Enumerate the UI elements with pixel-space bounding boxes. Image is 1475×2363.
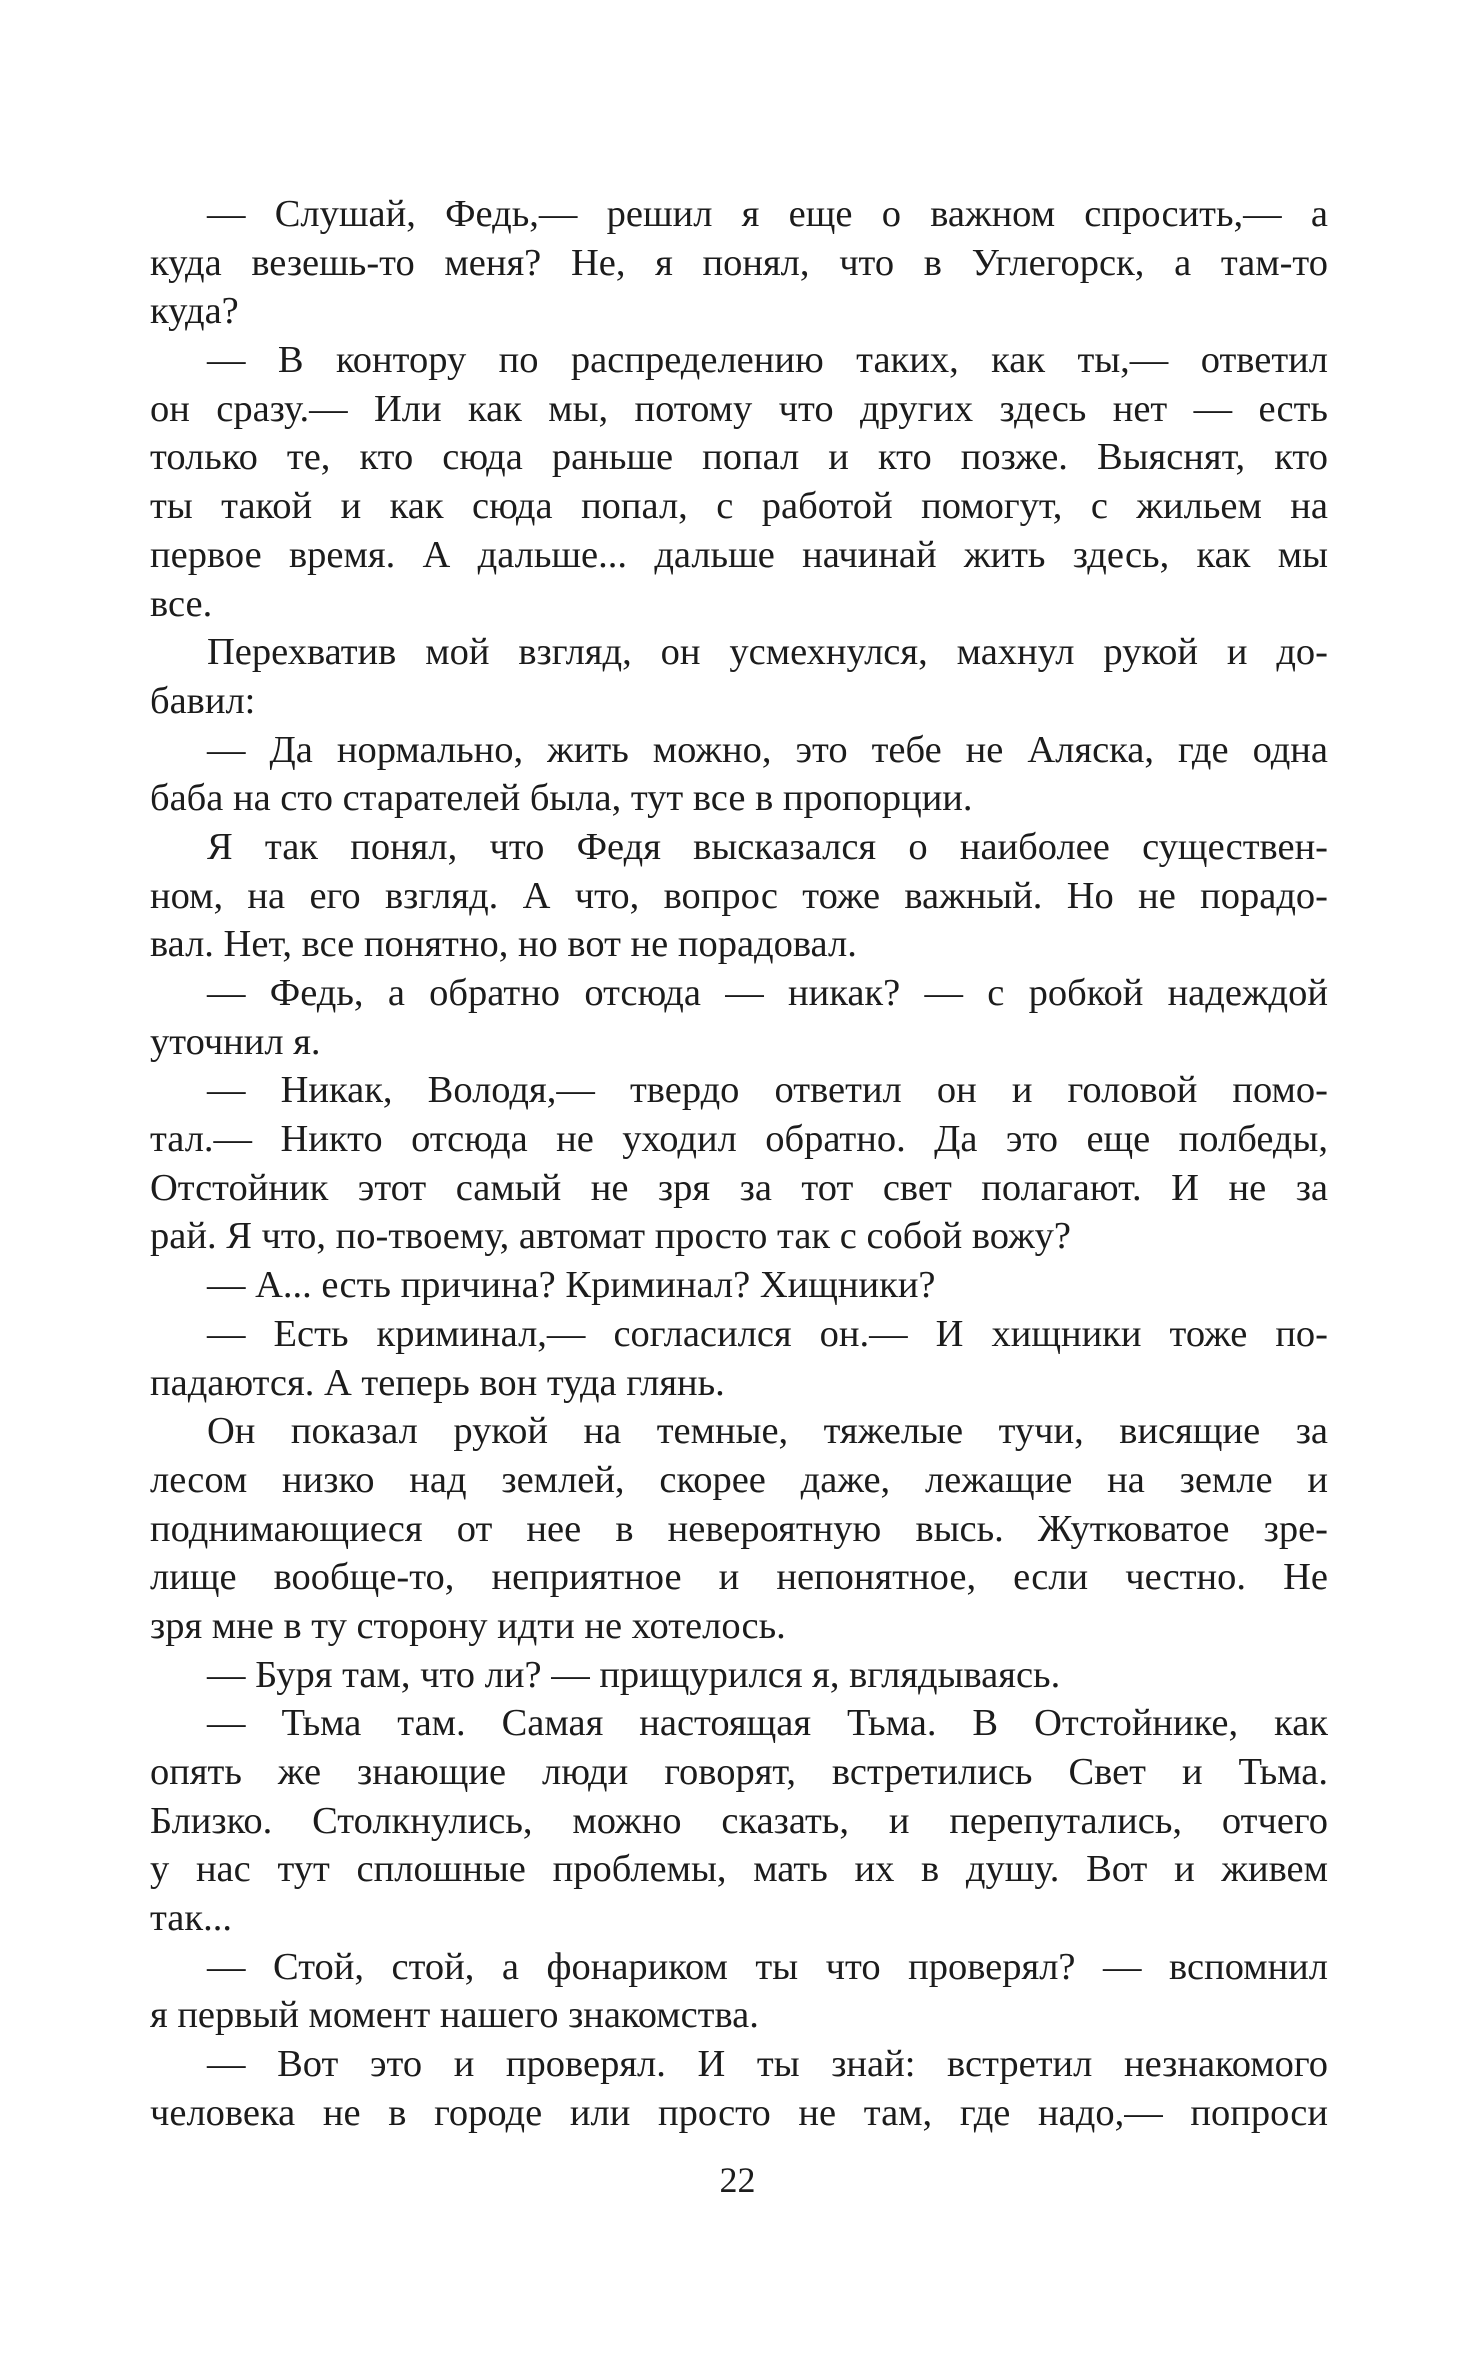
body-text (150, 190, 1328, 2138)
text-line: у нас тут сплошные проблемы, мать их в душу. Вот и живем (150, 1848, 1328, 1891)
text-line: куда везешь-то меня? Не, я понял, что в Углегорск, а там-то (150, 241, 1328, 284)
text-line: Он показал рукой на темные, тяжелые тучи, висящие за (207, 1410, 1328, 1453)
text-line: все. (150, 582, 213, 625)
text-line: Отстойник этот самый не зря за тот свет полагают. И не за (150, 1166, 1328, 1209)
text-line: рай. Я что, по-твоему, автомат просто так с собой вожу? (150, 1215, 1072, 1258)
text-line: лище вообще-то, неприятное и непонятное, если честно. Не (150, 1556, 1328, 1599)
text-line: падаются. А теперь вон туда глянь. (150, 1361, 725, 1404)
text-line: уточнил я. (150, 1020, 321, 1063)
text-line: — Буря там, что ли? — прищурился я, вглядываясь. (207, 1653, 1061, 1696)
text-line: лесом низко над землей, скорее даже, лежащие на земле и (150, 1458, 1328, 1501)
text-line: — Есть криминал,— согласился он.— И хищники тоже по- (207, 1312, 1328, 1355)
text-line: зря мне в ту сторону идти не хотелось. (150, 1604, 786, 1647)
text-line: ном, на его взгляд. А что, вопрос тоже важный. Но не порадо- (150, 874, 1328, 917)
text-line: человека не в городе или просто не там, где надо,— попроси (150, 2091, 1328, 2134)
text-line: опять же знающие люди говорят, встретились Свет и Тьма. (150, 1751, 1328, 1793)
text-line: — А... есть причина? Криминал? Хищники? (207, 1264, 936, 1307)
text-line: вал. Нет, все понятно, но вот не порадовал. (150, 923, 857, 966)
text-line: так... (150, 1897, 232, 1940)
text-line: — Никак, Володя,— твердо ответил он и головой помо- (207, 1069, 1328, 1112)
text-line: — Да нормально, жить можно, это тебе не Аляска, где одна (207, 728, 1328, 771)
text-line: Перехватив мой взгляд, он усмехнулся, махнул рукой и до- (207, 631, 1328, 674)
text-line: тал.— Никто отсюда не уходил обратно. Да это еще полбеды, (150, 1118, 1328, 1161)
text-line: баба на сто старателей была, тут все в пропорции. (150, 777, 973, 820)
text-line: только те, кто сюда раньше попал и кто позже. Выяснят, кто (150, 436, 1328, 479)
text-line: — Тьма там. Самая настоящая Тьма. В Отстойнике, как (207, 1702, 1328, 1745)
text-line: Близко. Столкнулись, можно сказать, и перепутались, отчего (150, 1799, 1328, 1842)
text-line: — Слушай, Федь,— решил я еще о важном спросить,— а (207, 193, 1328, 235)
text-line: поднимающиеся от нее в невероятную высь. Жутковатое зре- (150, 1507, 1328, 1550)
text-line: Я так понял, что Федя высказался о наиболее существен- (207, 825, 1328, 868)
text-line: — Стой, стой, а фонариком ты что проверял? — вспомнил (207, 1945, 1328, 1988)
text-line: куда? (150, 290, 239, 333)
text-line: ты такой и как сюда попал, с работой помогут, с жильем на (150, 485, 1328, 528)
text-line: бавил: (150, 679, 256, 722)
text-line: — Вот это и проверял. И ты знай: встретил незнакомого (207, 2043, 1328, 2086)
text-line: — В контору по распределению таких, как ты,— ответил (207, 339, 1328, 382)
text-line: первое время. А дальше... дальше начинай жить здесь, как мы (150, 533, 1328, 576)
text-line: я первый момент нашего знакомства. (150, 1994, 759, 2037)
text-line: он сразу.— Или как мы, потому что других здесь нет — есть (150, 387, 1328, 430)
text-line: — Федь, а обратно отсюда — никак? — с робкой надеждой (207, 972, 1328, 1014)
page-number: 22 (719, 2160, 756, 2200)
